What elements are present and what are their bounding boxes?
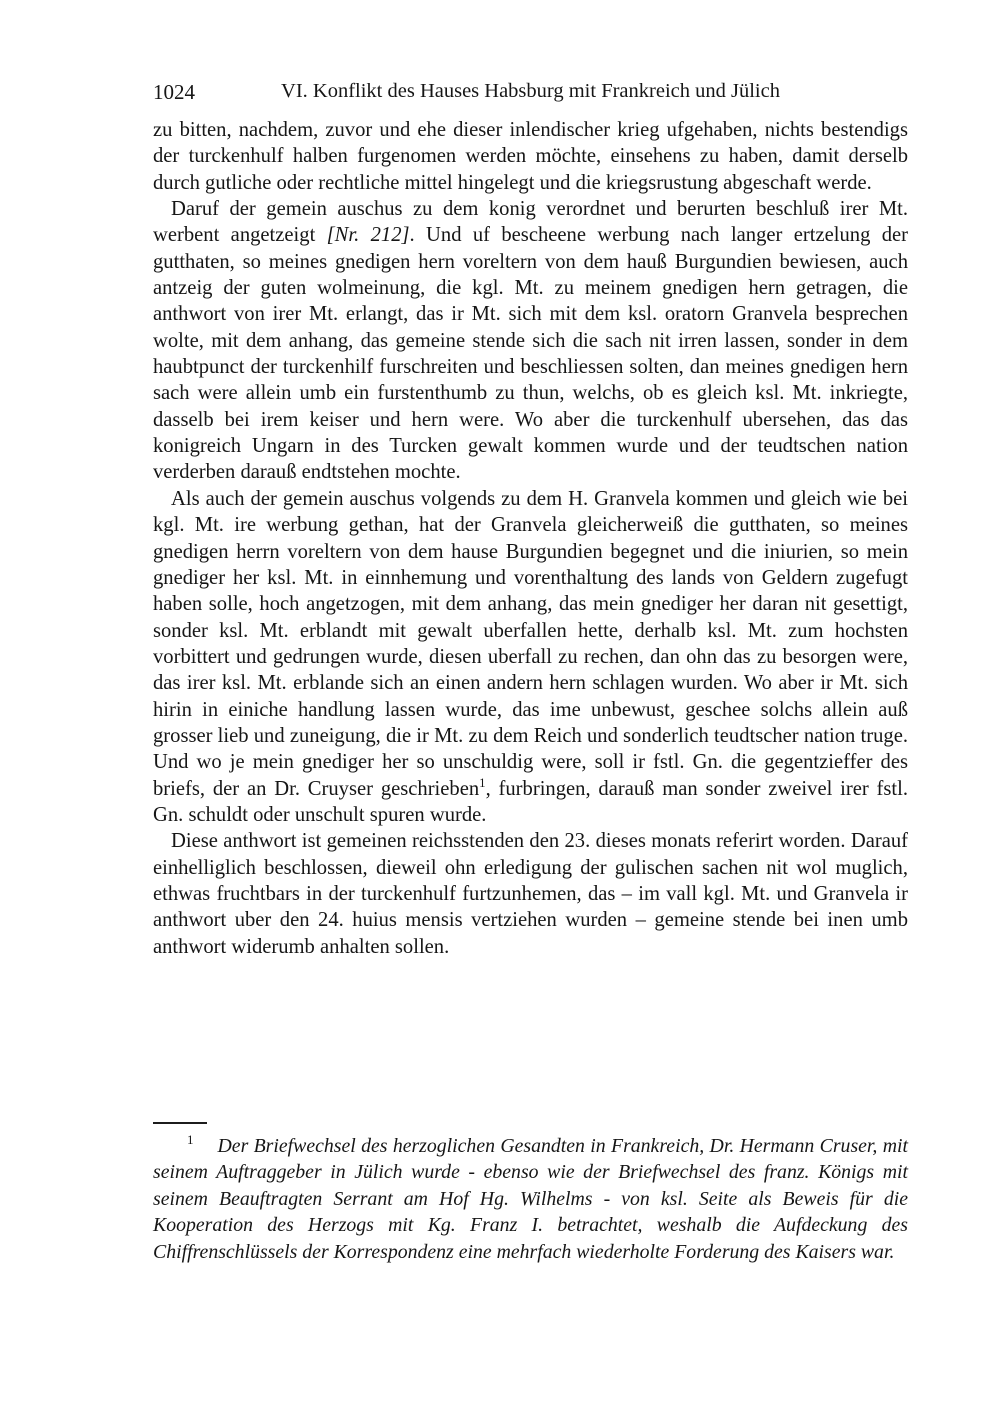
paragraph — [153, 196, 908, 486]
body-text: zu bitten, nachdem, zuvor und ehe dieser inlendischer krieg ufgehaben, nichts bestendigs der turckenhulf halben furgenomen werden möchte, einsehens zu haben, damit derselb durch gutliche oder rechtliche mittel hingelegt und die kriegsrustung abgeschaft werde. — [153, 119, 908, 194]
body-text: . Und uf bescheene werbung nach langer ertzelung der gutthaten, so meines gnedigen hern voreltern von dem hauß Burgundien bewiesen, auch antzeig der guten wolmeinung, die kgl. Mt. zu meinem gnedigen hern getragen, die anthwort von irer Mt. erlangt, das ir Mt. sich mit dem ksl. oratorn Granvela besprechen wolte, mit dem anhang, das gemeine stende sich die sach nit irren lassen, sonder in dem haubtpunct der turckenhilf furschreiten und beschliessen solten, dan meines gnedigen hern sach were allein umb ein furstenthumb zu thun, welchs, ob es gleich ksl. Mt. inkriegte, dasselb bei irem keiser und hern were. Wo aber die turckenhulf ubersehen, das das konigreich Ungarn in des Turcken gewalt kommen wurde und der teudtschen nation verderben darauß endtstehen mochte. — [153, 224, 909, 484]
running-header — [153, 80, 908, 106]
footnote-section — [153, 1122, 908, 1265]
paragraph — [153, 117, 908, 196]
footnote-reference: 1 — [479, 775, 486, 790]
body-text: , furbringen, darauß man sonder zweivel irer fstl. Gn. schuldt oder unschult spuren wurde. — [153, 777, 908, 826]
paragraph — [153, 486, 908, 828]
running-title: VI. Konflikt des Hauses Habsburg mit Frankreich und Jülich — [281, 80, 780, 102]
italic-citation: [Nr. 212] — [326, 224, 410, 247]
paragraph — [153, 828, 908, 960]
page-number: 1024 — [153, 80, 195, 104]
footnote-rule — [153, 1122, 207, 1124]
body-text: Diese anthwort ist gemeinen reichsstenden den 23. dieses monats referirt worden. Darauf einhelliglich beschlossen, dieweil ohn erledigung der gulischen sachen nit wol muglich, ethwas fruchtbars in der turckenhulf furtzunhemen, das – im vall kgl. Mt. und Granvela ir anthwort uber den 24. huius mensis vertziehen wurden – gemeine stende bei inen umb anthwort widerumb anhalten sollen. — [153, 830, 908, 958]
footnote-text: Der Briefwechsel des herzoglichen Gesandten in Frankreich, Dr. Hermann Cruser, mit seinem Auftraggeber in Jülich wurde - ebenso wie der Briefwechsel des franz. Königs mit seinem Beauftragten Serrant am Hof Hg. Wilhelms - von ksl. Seite als Beweis für die Kooperation des Herzogs mit Kg. Franz I. betrachtet, weshalb die Aufdeckung des Chiffrenschlüssels der Korrespondenz eine mehrfach wiederholte Forderung des Kaisers war. — [153, 1135, 908, 1263]
footnote-marker: 1 — [187, 1132, 194, 1148]
main-text-block — [153, 117, 908, 960]
footnote — [153, 1133, 908, 1265]
body-text: Daruf der gemein auschus zu dem konig verordnet und berurten beschluß irer Mt. werbent angetzeigt — [153, 198, 908, 247]
body-text: Als auch der gemein auschus volgends zu dem H. Granvela kommen und gleich wie bei kgl. Mt. ire werbung gethan, hat der Granvela gleicherweiß die gutthaten, so meines gnedigen herrn voreltern von dem hause Burgundien begegnet und die iniurien, so mein gnediger her ksl. Mt. in einnhemung und vorenthaltung des lands von Geldern zugefugt haben solle, hoch angetzogen, mit dem anhang, das mein gnediger her daran nit gesettigt, sonder ksl. Mt. erblandt mit gewalt uberfallen hette, derhalb ksl. Mt. zum hochsten vorbittert und gedrungen wurde, diesen uberfall zu rechen, dan ohn das zu besorgen were, das irer ksl. Mt. erblande sich an einen andern hern schlagen wurden. Wo aber ir Mt. sich hirin in einiche handlung lassen wurde, das ime unbewust, geschee solchs allein auß grosser lieb und zuneigung, die ir Mt. zu dem Reich und sonderlich teudtscher nation truge. Und wo je mein gnediger her so unschuldig were, soll ir fstl. Gn. die gegentzieffer des briefs, der an Dr. Cruyser geschrieben — [153, 487, 908, 800]
